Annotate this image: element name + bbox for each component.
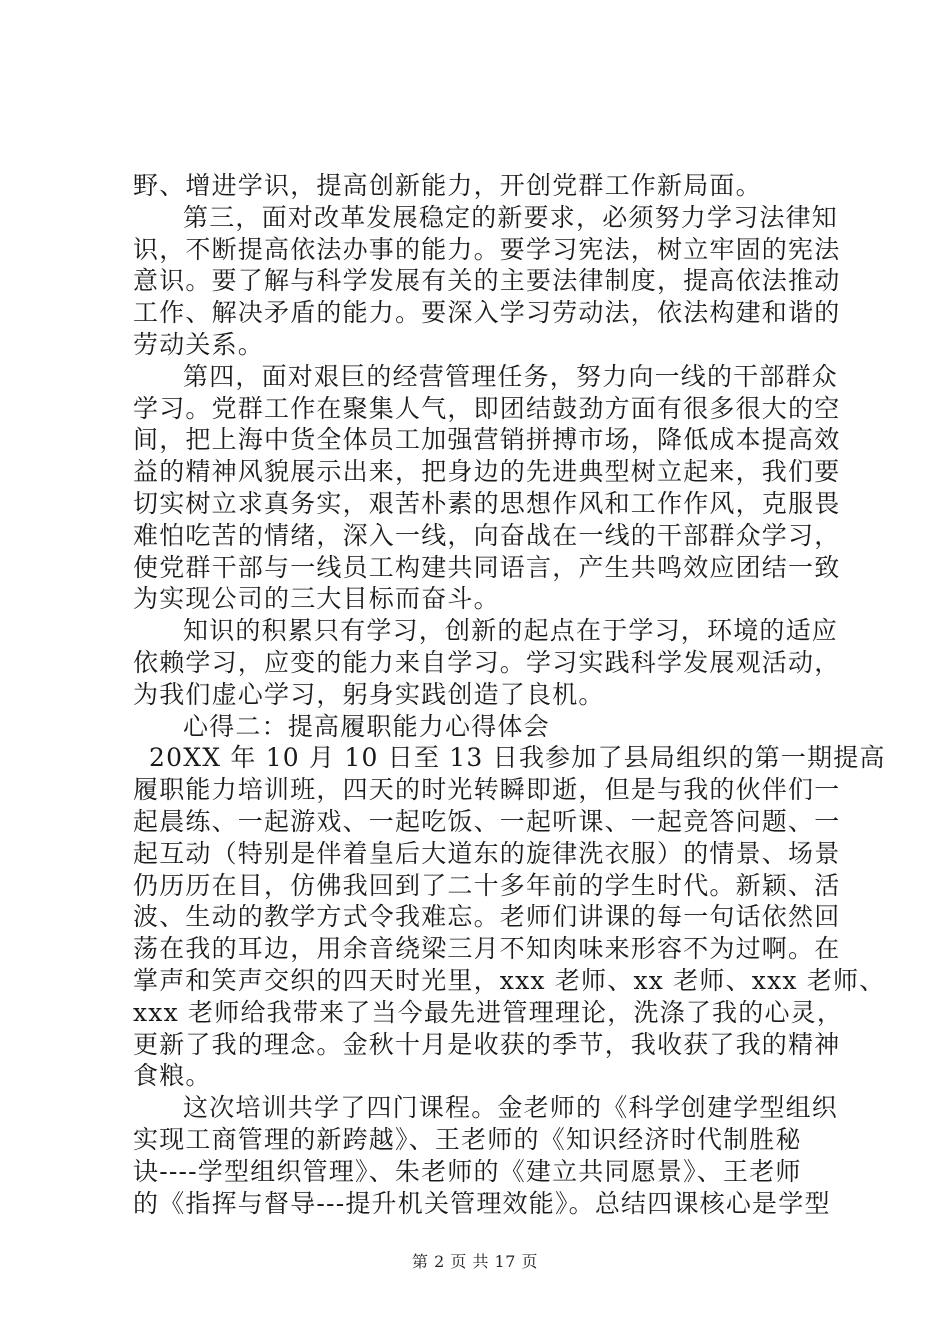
text-line: 为我们虚心学习，躬身实践创造了良机。 (133, 679, 605, 709)
text-line: 20XX 年 10 月 10 日至 13 日我参加了县局组织的第一期提高 (149, 743, 886, 773)
text-line: 为实现公司的三大目标而奋斗。 (133, 584, 500, 614)
text-line: 工作、解决矛盾的能力。要深入学习劳动法，依法构建和谐的 (133, 298, 841, 328)
text-line: 起互动（特别是伴着皇后大道东的旋律洗衣服）的情景、场景 (133, 838, 841, 868)
text-line: 波、生动的教学方式令我难忘。老师们讲课的每一句话依然回 (133, 902, 841, 932)
document-body (133, 170, 886, 1219)
text-line: 难怕吃苦的情绪，深入一线，向奋战在一线的干部群众学习， (133, 520, 841, 550)
text-line: 意识。要了解与科学发展有关的主要法律制度，提高依法推动 (133, 266, 841, 296)
text-line: 第三，面对改革发展稳定的新要求，必须努力学习法律知 (183, 202, 839, 232)
text-line: 切实树立求真务实，艰苦朴素的思想作风和工作作风，克服畏 (133, 488, 841, 518)
text-line: 荡在我的耳边，用余音绕梁三月不知肉味来形容不为过啊。在 (133, 934, 841, 964)
text-line: 第四，面对艰巨的经营管理任务，努力向一线的干部群众 (183, 361, 839, 391)
text-line: 野、增进学识，提高创新能力，开创党群工作新局面。 (133, 171, 762, 200)
text-line: 的《指挥与督导---提升机关管理效能》。总结四课核心是学型 (133, 1188, 831, 1218)
text-line: 履职能力培训班，四天的时光转瞬即逝，但是与我的伙伴们一 (133, 775, 841, 805)
text-line: 知识的积累只有学习，创新的起点在于学习，环境的适应 (183, 616, 839, 646)
text-line: 更新了我的理念。金秋十月是收获的季节，我收获了我的精神 (133, 1029, 841, 1059)
text-line: 识，不断提高依法办事的能力。要学习宪法，树立牢固的宪法 (133, 234, 841, 264)
text-line: 学习。党群工作在聚集人气，即团结鼓劲方面有很多很大的空 (133, 393, 841, 423)
text-line: 起晨练、一起游戏、一起吃饭、一起听课、一起竞答问题、一 (133, 806, 841, 836)
text-line: 依赖学习，应变的能力来自学习。学习实践科学发展观活动， (133, 647, 841, 677)
text-line: 诀----学型组织管理》、朱老师的《建立共同愿景》、王老师 (133, 1156, 802, 1186)
text-line: xxx 老师给我带来了当今最先进管理理论，洗涤了我的心灵， (133, 997, 844, 1027)
text-line: 间，把上海中货全体员工加强营销拼搏市场，降低成本提高效 (133, 425, 841, 455)
text-line: 心得二：提高履职能力心得体会 (183, 711, 550, 741)
text-line: 使党群干部与一线员工构建共同语言，产生共鸣效应团结一致 (133, 552, 841, 582)
text-line: 食粮。 (133, 1061, 212, 1091)
text-line: 这次培训共学了四门课程。金老师的《科学创建学型组织 (183, 1093, 839, 1123)
text-line: 劳动关系。 (133, 329, 265, 359)
text-line: 益的精神风貌展示出来，把身边的先进典型树立起来，我们要 (133, 457, 841, 487)
text-line: 实现工商管理的新跨越》、王老师的《知识经济时代制胜秘 (133, 1124, 802, 1154)
text-line: 掌声和笑声交织的四天时光里，xxx 老师、xx 老师、xxx 老师、 (133, 965, 886, 995)
page-footer: 第 2 页 共 17 页 (412, 1252, 538, 1271)
text-line: 仍历历在目，仿佛我回到了二十多年前的学生时代。新颖、活 (133, 870, 841, 900)
